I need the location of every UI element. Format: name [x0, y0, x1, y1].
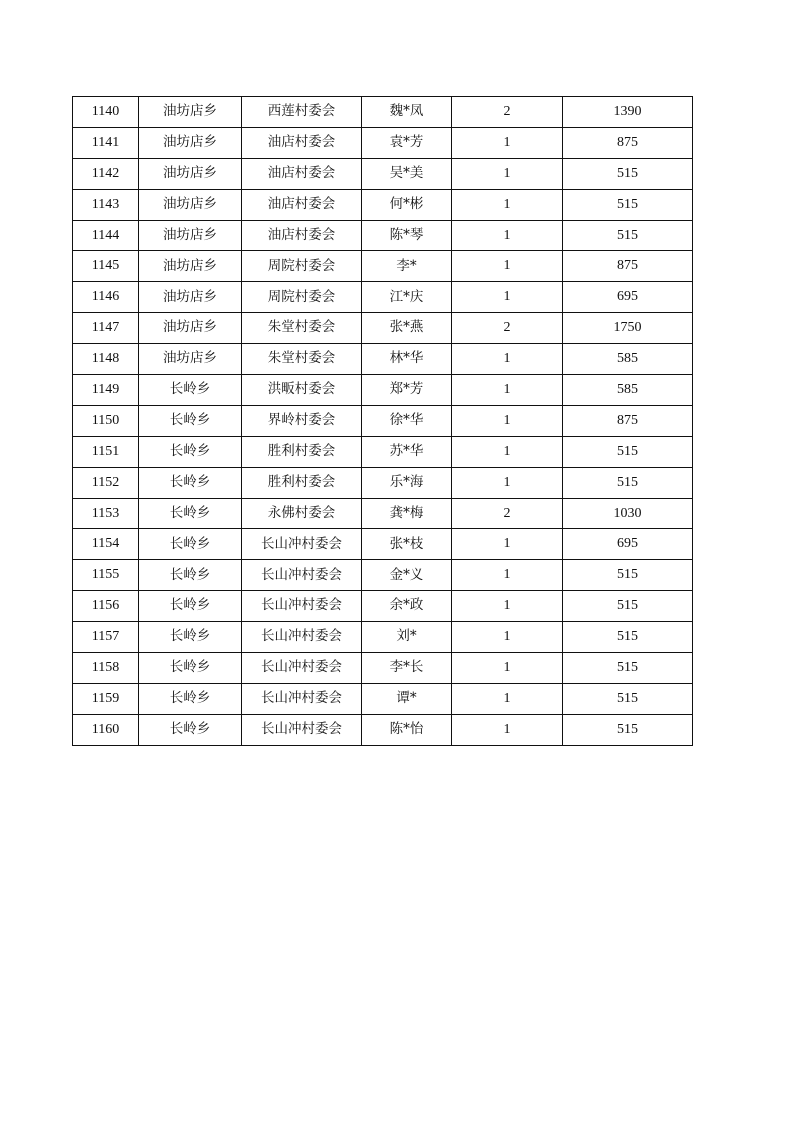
- village-cell: 油店村委会: [242, 158, 362, 189]
- amount-cell: 875: [563, 127, 693, 158]
- count-cell: 1: [452, 344, 563, 375]
- village-cell: 长山冲村委会: [242, 714, 362, 745]
- amount-cell: 515: [563, 622, 693, 653]
- row-id: 1153: [73, 498, 139, 529]
- village-cell: 长山冲村委会: [242, 560, 362, 591]
- amount-cell: 515: [563, 189, 693, 220]
- township-cell: 油坊店乡: [139, 251, 242, 282]
- township-cell: 长岭乡: [139, 714, 242, 745]
- row-id: 1143: [73, 189, 139, 220]
- township-cell: 油坊店乡: [139, 97, 242, 128]
- village-cell: 油店村委会: [242, 220, 362, 251]
- count-cell: 1: [452, 683, 563, 714]
- amount-cell: 515: [563, 683, 693, 714]
- table-row: [73, 251, 693, 282]
- count-cell: 2: [452, 498, 563, 529]
- amount-cell: 515: [563, 220, 693, 251]
- table-row: [73, 220, 693, 251]
- township-cell: 油坊店乡: [139, 313, 242, 344]
- township-cell: 油坊店乡: [139, 344, 242, 375]
- name-cell: 江*庆: [362, 282, 452, 313]
- township-cell: 长岭乡: [139, 467, 242, 498]
- amount-cell: 695: [563, 282, 693, 313]
- row-id: 1158: [73, 653, 139, 684]
- row-id: 1147: [73, 313, 139, 344]
- name-cell: 乐*海: [362, 467, 452, 498]
- table-row: [73, 313, 693, 344]
- count-cell: 1: [452, 622, 563, 653]
- township-cell: 长岭乡: [139, 622, 242, 653]
- village-cell: 油店村委会: [242, 127, 362, 158]
- row-id: 1154: [73, 529, 139, 560]
- township-cell: 油坊店乡: [139, 220, 242, 251]
- table-row: [73, 467, 693, 498]
- row-id: 1157: [73, 622, 139, 653]
- village-cell: 朱堂村委会: [242, 313, 362, 344]
- count-cell: 1: [452, 220, 563, 251]
- township-cell: 长岭乡: [139, 529, 242, 560]
- row-id: 1146: [73, 282, 139, 313]
- township-cell: 长岭乡: [139, 591, 242, 622]
- count-cell: 1: [452, 436, 563, 467]
- amount-cell: 515: [563, 653, 693, 684]
- village-cell: 朱堂村委会: [242, 344, 362, 375]
- village-cell: 胜利村委会: [242, 467, 362, 498]
- village-cell: 长山冲村委会: [242, 529, 362, 560]
- township-cell: 油坊店乡: [139, 158, 242, 189]
- name-cell: 李*: [362, 251, 452, 282]
- table-row: [73, 529, 693, 560]
- table-row: [73, 282, 693, 313]
- name-cell: 谭*: [362, 683, 452, 714]
- village-cell: 永佛村委会: [242, 498, 362, 529]
- row-id: 1148: [73, 344, 139, 375]
- amount-cell: 1030: [563, 498, 693, 529]
- count-cell: 2: [452, 97, 563, 128]
- name-cell: 郑*芳: [362, 375, 452, 406]
- village-cell: 长山冲村委会: [242, 622, 362, 653]
- table-row: [73, 405, 693, 436]
- table-row: [73, 560, 693, 591]
- count-cell: 1: [452, 127, 563, 158]
- amount-cell: 585: [563, 375, 693, 406]
- count-cell: 1: [452, 591, 563, 622]
- row-id: 1142: [73, 158, 139, 189]
- count-cell: 1: [452, 282, 563, 313]
- name-cell: 龚*梅: [362, 498, 452, 529]
- count-cell: 1: [452, 251, 563, 282]
- township-cell: 长岭乡: [139, 436, 242, 467]
- township-cell: 油坊店乡: [139, 282, 242, 313]
- row-id: 1145: [73, 251, 139, 282]
- amount-cell: 695: [563, 529, 693, 560]
- village-cell: 西莲村委会: [242, 97, 362, 128]
- name-cell: 余*政: [362, 591, 452, 622]
- count-cell: 1: [452, 158, 563, 189]
- name-cell: 苏*华: [362, 436, 452, 467]
- table-row: [73, 498, 693, 529]
- count-cell: 1: [452, 375, 563, 406]
- village-cell: 周院村委会: [242, 251, 362, 282]
- table-row: [73, 97, 693, 128]
- table-row: [73, 622, 693, 653]
- name-cell: 徐*华: [362, 405, 452, 436]
- name-cell: 张*燕: [362, 313, 452, 344]
- township-cell: 长岭乡: [139, 560, 242, 591]
- amount-cell: 515: [563, 714, 693, 745]
- table-row: [73, 189, 693, 220]
- amount-cell: 1390: [563, 97, 693, 128]
- village-cell: 长山冲村委会: [242, 653, 362, 684]
- township-cell: 长岭乡: [139, 653, 242, 684]
- name-cell: 魏*凤: [362, 97, 452, 128]
- row-id: 1156: [73, 591, 139, 622]
- village-cell: 洪畈村委会: [242, 375, 362, 406]
- name-cell: 陈*琴: [362, 220, 452, 251]
- amount-cell: 515: [563, 591, 693, 622]
- beneficiary-table: [72, 96, 693, 746]
- count-cell: 1: [452, 405, 563, 436]
- name-cell: 何*彬: [362, 189, 452, 220]
- amount-cell: 1750: [563, 313, 693, 344]
- name-cell: 吴*美: [362, 158, 452, 189]
- name-cell: 陈*怡: [362, 714, 452, 745]
- row-id: 1144: [73, 220, 139, 251]
- name-cell: 李*长: [362, 653, 452, 684]
- village-cell: 胜利村委会: [242, 436, 362, 467]
- township-cell: 油坊店乡: [139, 189, 242, 220]
- township-cell: 油坊店乡: [139, 127, 242, 158]
- table-row: [73, 683, 693, 714]
- row-id: 1141: [73, 127, 139, 158]
- name-cell: 袁*芳: [362, 127, 452, 158]
- name-cell: 金*义: [362, 560, 452, 591]
- name-cell: 刘*: [362, 622, 452, 653]
- count-cell: 2: [452, 313, 563, 344]
- village-cell: 长山冲村委会: [242, 683, 362, 714]
- row-id: 1149: [73, 375, 139, 406]
- township-cell: 长岭乡: [139, 375, 242, 406]
- table-row: [73, 127, 693, 158]
- amount-cell: 875: [563, 405, 693, 436]
- table-body: [73, 97, 693, 746]
- row-id: 1140: [73, 97, 139, 128]
- count-cell: 1: [452, 653, 563, 684]
- table-row: [73, 375, 693, 406]
- township-cell: 长岭乡: [139, 498, 242, 529]
- row-id: 1152: [73, 467, 139, 498]
- village-cell: 长山冲村委会: [242, 591, 362, 622]
- village-cell: 界岭村委会: [242, 405, 362, 436]
- township-cell: 长岭乡: [139, 683, 242, 714]
- amount-cell: 875: [563, 251, 693, 282]
- row-id: 1160: [73, 714, 139, 745]
- count-cell: 1: [452, 560, 563, 591]
- village-cell: 周院村委会: [242, 282, 362, 313]
- count-cell: 1: [452, 529, 563, 560]
- amount-cell: 515: [563, 158, 693, 189]
- table-row: [73, 436, 693, 467]
- row-id: 1150: [73, 405, 139, 436]
- table-row: [73, 653, 693, 684]
- table-row: [73, 714, 693, 745]
- table-row: [73, 158, 693, 189]
- count-cell: 1: [452, 467, 563, 498]
- township-cell: 长岭乡: [139, 405, 242, 436]
- row-id: 1151: [73, 436, 139, 467]
- amount-cell: 585: [563, 344, 693, 375]
- table-row: [73, 344, 693, 375]
- name-cell: 张*枝: [362, 529, 452, 560]
- village-cell: 油店村委会: [242, 189, 362, 220]
- amount-cell: 515: [563, 467, 693, 498]
- table-row: [73, 591, 693, 622]
- amount-cell: 515: [563, 436, 693, 467]
- row-id: 1159: [73, 683, 139, 714]
- name-cell: 林*华: [362, 344, 452, 375]
- count-cell: 1: [452, 189, 563, 220]
- row-id: 1155: [73, 560, 139, 591]
- count-cell: 1: [452, 714, 563, 745]
- amount-cell: 515: [563, 560, 693, 591]
